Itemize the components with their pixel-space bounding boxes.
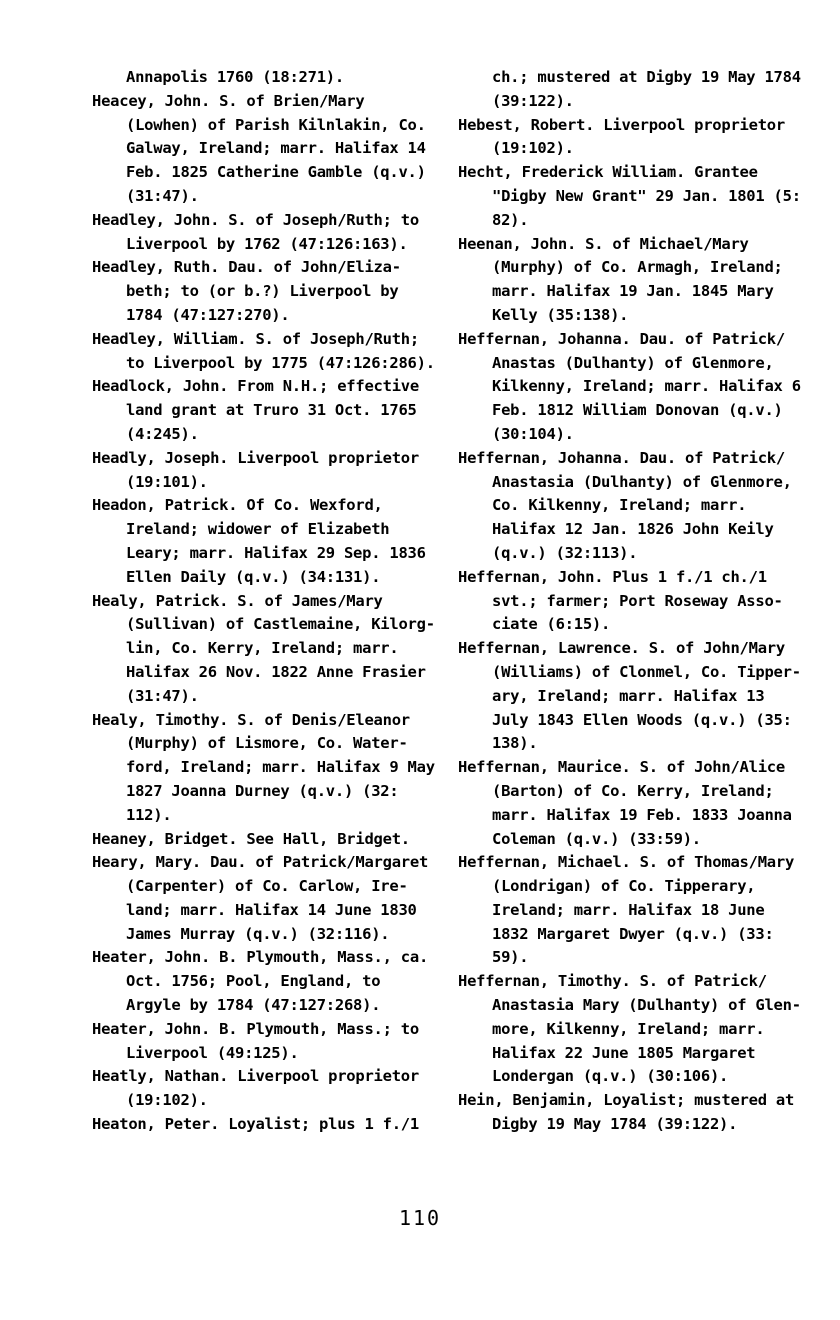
entry-line: July 1843 Ellen Woods (q.v.) (35: bbox=[492, 710, 792, 729]
entry-line: Heatly, Nathan. Liverpool proprietor bbox=[92, 1067, 419, 1086]
entry-line: Ireland; widower of Elizabeth bbox=[126, 520, 390, 539]
entry-line: (19:101). bbox=[126, 472, 208, 491]
entry-line: Leary; marr. Halifax 29 Sep. 1836 bbox=[126, 543, 426, 562]
entry-line: marr. Halifax 19 Jan. 1845 Mary bbox=[492, 282, 774, 301]
entry-line: (q.v.) (32:113). bbox=[492, 543, 638, 562]
entry-line: Heffernan, Timothy. S. of Patrick/ bbox=[458, 972, 767, 991]
entry-line: Heater, John. B. Plymouth, Mass., ca. bbox=[92, 948, 429, 967]
entry-line: (4:245). bbox=[126, 424, 199, 443]
entry-line: 82). bbox=[492, 210, 529, 229]
entry-line: Liverpool by 1762 (47:126:163). bbox=[126, 234, 408, 253]
entry-line: Kelly (35:138). bbox=[492, 305, 629, 324]
entry-line: (Sullivan) of Castlemaine, Kilorg- bbox=[126, 615, 435, 634]
entry-line: Kilkenny, Ireland; marr. Halifax 6 bbox=[492, 377, 801, 396]
entry-line: Headly, Joseph. Liverpool proprietor bbox=[92, 448, 419, 467]
entry-line: Argyle by 1784 (47:127:268). bbox=[126, 996, 381, 1015]
entry-line: to Liverpool by 1775 (47:126:286). bbox=[126, 353, 435, 372]
entry-line: Healy, Patrick. S. of James/Mary bbox=[92, 591, 383, 610]
entry-line: land; marr. Halifax 14 June 1830 bbox=[126, 900, 417, 919]
entry-line: Anastas (Dulhanty) of Glenmore, bbox=[492, 353, 774, 372]
entry-line: Headon, Patrick. Of Co. Wexford, bbox=[92, 496, 383, 515]
entry-line: James Murray (q.v.) (32:116). bbox=[126, 924, 390, 943]
entry-line: Coleman (q.v.) (33:59). bbox=[492, 829, 701, 848]
entry-line: Liverpool (49:125). bbox=[126, 1043, 299, 1062]
entry-line: Londergan (q.v.) (30:106). bbox=[492, 1067, 729, 1086]
entry-line: Anastasia Mary (Dulhanty) of Glen- bbox=[492, 996, 801, 1015]
entry-line: (Murphy) of Lismore, Co. Water- bbox=[126, 734, 408, 753]
entry-line: (19:102). bbox=[492, 139, 574, 158]
entry-line: (Londrigan) of Co. Tipperary, bbox=[492, 877, 756, 896]
entry-line: (Barton) of Co. Kerry, Ireland; bbox=[492, 781, 774, 800]
entry-line: beth; to (or b.?) Liverpool by bbox=[126, 282, 399, 301]
entry-line: Hebest, Robert. Liverpool proprietor bbox=[458, 115, 785, 134]
entry-line: Heater, John. B. Plymouth, Mass.; to bbox=[92, 1019, 419, 1038]
entry-line: 1784 (47:127:270). bbox=[126, 305, 290, 324]
entry-line: Ireland; marr. Halifax 18 June bbox=[492, 900, 765, 919]
entry-line: (Carpenter) of Co. Carlow, Ire- bbox=[126, 877, 408, 896]
entry-line: Halifax 12 Jan. 1826 John Keily bbox=[492, 520, 774, 539]
entry-line: lin, Co. Kerry, Ireland; marr. bbox=[126, 639, 399, 658]
entry-line: ciate (6:15). bbox=[492, 615, 611, 634]
entry-line: Oct. 1756; Pool, England, to bbox=[126, 972, 381, 991]
entry-line: "Digby New Grant" 29 Jan. 1801 (5: bbox=[492, 186, 801, 205]
page-number: 110 bbox=[398, 1206, 442, 1230]
entry-line: land grant at Truro 31 Oct. 1765 bbox=[126, 401, 417, 420]
entry-line: Headley, Ruth. Dau. of John/Eliza- bbox=[92, 258, 401, 277]
entry-line: 1827 Joanna Durney (q.v.) (32: bbox=[126, 781, 399, 800]
entry-line: marr. Halifax 19 Feb. 1833 Joanna bbox=[492, 805, 792, 824]
entry-line: Heffernan, Johanna. Dau. of Patrick/ bbox=[458, 448, 785, 467]
entry-line: ford, Ireland; marr. Halifax 9 May bbox=[126, 758, 435, 777]
entry-line: Heenan, John. S. of Michael/Mary bbox=[458, 234, 749, 253]
entry-line: Headley, William. S. of Joseph/Ruth; bbox=[92, 329, 419, 348]
entry-line: Anastasia (Dulhanty) of Glenmore, bbox=[492, 472, 792, 491]
entry-line: Feb. 1812 William Donovan (q.v.) bbox=[492, 401, 783, 420]
entry-line: Heaton, Peter. Loyalist; plus 1 f./1 bbox=[92, 1115, 419, 1134]
entry-line: Heffernan, Lawrence. S. of John/Mary bbox=[458, 639, 785, 658]
entry-line: (31:47). bbox=[126, 686, 199, 705]
entry-line: (Williams) of Clonmel, Co. Tipper- bbox=[492, 662, 801, 681]
entry-line: 59). bbox=[492, 948, 529, 967]
entry-line: Hein, Benjamin, Loyalist; mustered at bbox=[458, 1091, 795, 1110]
entry-line: Heffernan, Johanna. Dau. of Patrick/ bbox=[458, 329, 785, 348]
entry-line: (31:47). bbox=[126, 186, 199, 205]
entry-line: Halifax 22 June 1805 Margaret bbox=[492, 1043, 756, 1062]
entry-line: 138). bbox=[492, 734, 538, 753]
entry-line: 112). bbox=[126, 805, 172, 824]
entry-line: (30:104). bbox=[492, 424, 574, 443]
left-column bbox=[92, 66, 434, 1137]
entry-line: Galway, Ireland; marr. Halifax 14 bbox=[126, 139, 426, 158]
entry-line: (Lowhen) of Parish Kilnlakin, Co. bbox=[126, 115, 426, 134]
entry-line: (19:102). bbox=[126, 1091, 208, 1110]
entry-line: Halifax 26 Nov. 1822 Anne Frasier bbox=[126, 662, 426, 681]
entry-line: Heaney, Bridget. See Hall, Bridget. bbox=[92, 829, 410, 848]
entry-line: Feb. 1825 Catherine Gamble (q.v.) bbox=[126, 163, 426, 182]
entry-line: Heary, Mary. Dau. of Patrick/Margaret bbox=[92, 853, 429, 872]
entry-line: Heffernan, Maurice. S. of John/Alice bbox=[458, 758, 785, 777]
entry-line: svt.; farmer; Port Roseway Asso- bbox=[492, 591, 783, 610]
entry-line: (Murphy) of Co. Armagh, Ireland; bbox=[492, 258, 783, 277]
entry-line: Heffernan, John. Plus 1 f./1 ch./1 bbox=[458, 567, 767, 586]
right-column bbox=[458, 66, 810, 1137]
entry-line: Headlock, John. From N.H.; effective bbox=[92, 377, 419, 396]
entry-line: Heffernan, Michael. S. of Thomas/Mary bbox=[458, 853, 795, 872]
entry-line: ary, Ireland; marr. Halifax 13 bbox=[492, 686, 765, 705]
entry-line: Annapolis 1760 (18:271). bbox=[126, 68, 344, 86]
entry-line: Co. Kilkenny, Ireland; marr. bbox=[492, 496, 747, 515]
entry-line: 1832 Margaret Dwyer (q.v.) (33: bbox=[492, 924, 774, 943]
entry-line: Digby 19 May 1784 (39:122). bbox=[492, 1115, 738, 1134]
entry-line: Ellen Daily (q.v.) (34:131). bbox=[126, 567, 381, 586]
entry-line: more, Kilkenny, Ireland; marr. bbox=[492, 1019, 765, 1038]
entry-line: Healy, Timothy. S. of Denis/Eleanor bbox=[92, 710, 410, 729]
entry-line: Headley, John. S. of Joseph/Ruth; to bbox=[92, 210, 419, 229]
entry-line: Heacey, John. S. of Brien/Mary bbox=[92, 91, 365, 110]
entry-line: ch.; mustered at Digby 19 May 1784 bbox=[492, 68, 801, 86]
entry-line: Hecht, Frederick William. Grantee bbox=[458, 163, 758, 182]
entry-line: (39:122). bbox=[492, 91, 574, 110]
